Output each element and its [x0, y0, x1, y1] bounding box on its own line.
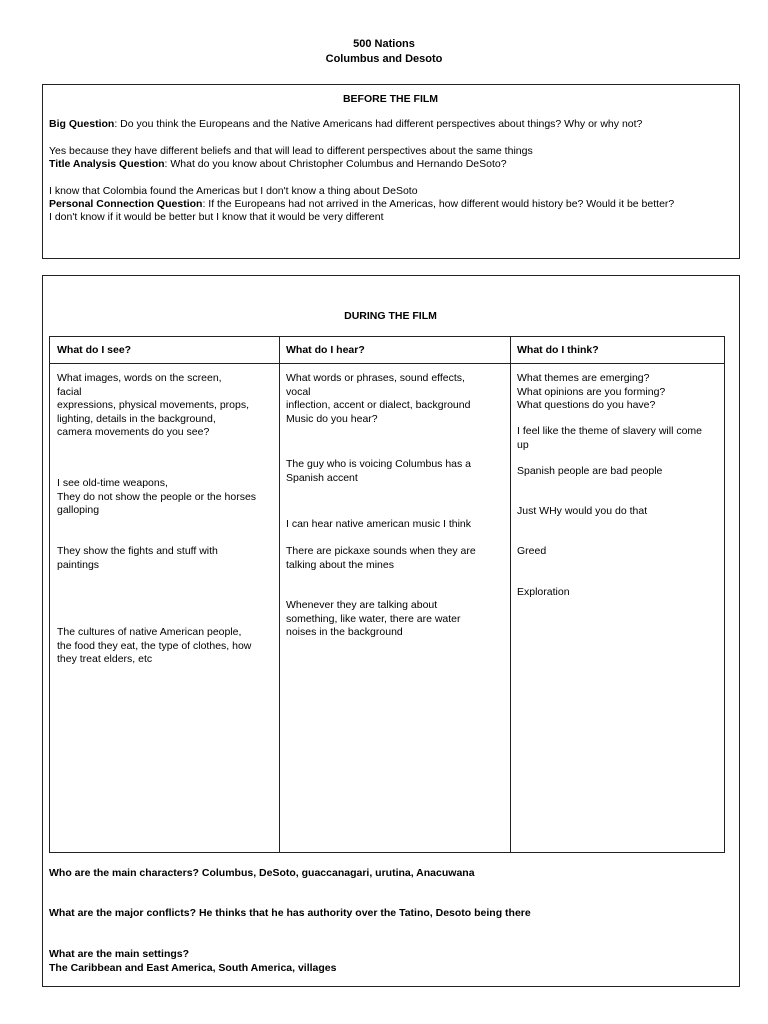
think-answer-2: Spanish people are bad people [517, 465, 663, 477]
think-answer-1: I feel like the theme of slavery will come up [517, 425, 702, 451]
main-settings-question: What are the main settings? [49, 948, 190, 960]
see-answer-3: The cultures of native American people, the food they eat, the type of clothes, how they treat elders, etc [57, 626, 252, 665]
title-analysis-label: Title Analysis Question [49, 158, 165, 170]
see-prompt: What images, words on the screen, facial expressions, physical movements, props, lighting, details in the background, camera movements do you see? [57, 372, 249, 438]
hear-answer-2: I can hear native american music I think [286, 518, 472, 530]
see-answer-1: I see old-time weapons, They do not show the people or the horses galloping [57, 477, 257, 516]
main-characters: Who are the main characters? Columbus, DeSoto, guaccanagari, urutina, Anacuwana [49, 867, 475, 879]
think-answer-5: Exploration [517, 586, 570, 598]
hear-answer-3: There are pickaxe sounds when they are talking about the mines [286, 545, 476, 571]
hear-prompt: What words or phrases, sound effects, vocal inflection, accent or dialect, background Music do you hear? [286, 372, 471, 425]
table-header-think [510, 336, 725, 364]
major-conflicts: What are the major conflicts? He thinks that he has authority over the Tatino, Desoto being there [49, 907, 531, 919]
before-film-heading: BEFORE THE FILM [342, 93, 439, 105]
see-answer-2: They show the fights and stuff with paintings [57, 545, 218, 571]
document-title: 500 Nations [353, 38, 415, 50]
before-film-section [42, 84, 740, 259]
think-prompt: What themes are emerging? What opinions are you forming? What questions do you have? [517, 372, 666, 411]
personal-connection-question [49, 198, 674, 211]
table-header-see [49, 336, 280, 364]
hear-answer-1: The guy who is voicing Columbus has a Spanish accent [286, 458, 472, 484]
see-column [49, 363, 280, 853]
col-see-header: What do I see? [57, 344, 132, 356]
hear-answer-4: Whenever they are talking about something, like water, there are water noises in the background [286, 599, 461, 638]
big-question-text: : Do you think the Europeans and the Native Americans had different perspectives about things? Why or why not? [114, 118, 643, 130]
col-think-header: What do I think? [517, 344, 599, 356]
think-answer-4: Greed [517, 545, 547, 557]
think-answer-3: Just WHy would you do that [517, 505, 648, 517]
think-column [510, 363, 725, 853]
table-header-hear [279, 336, 511, 364]
col-hear-header: What do I hear? [286, 344, 365, 356]
title-analysis-question [49, 158, 507, 171]
hear-column [279, 363, 511, 853]
big-question-label: Big Question [49, 118, 115, 130]
personal-connection-label: Personal Connection Question [49, 198, 203, 210]
document-subtitle: Columbus and Desoto [325, 53, 443, 65]
during-film-heading: DURING THE FILM [344, 310, 437, 322]
personal-connection-answer: I don't know if it would be better but I know that it would be very different [49, 211, 384, 223]
main-settings-answer: The Caribbean and East America, South America, villages [49, 962, 337, 974]
personal-connection-text: : If the Europeans had not arrived in the Americas, how different would history be? Would it be better? [202, 198, 675, 210]
big-question [49, 118, 642, 131]
big-question-answer: Yes because they have different beliefs and that will lead to different perspectives about the same things [49, 145, 533, 157]
title-analysis-answer: I know that Colombia found the Americas but I don't know a thing about DeSoto [49, 185, 418, 197]
title-analysis-text: : What do you know about Christopher Columbus and Hernando DeSoto? [164, 158, 507, 170]
